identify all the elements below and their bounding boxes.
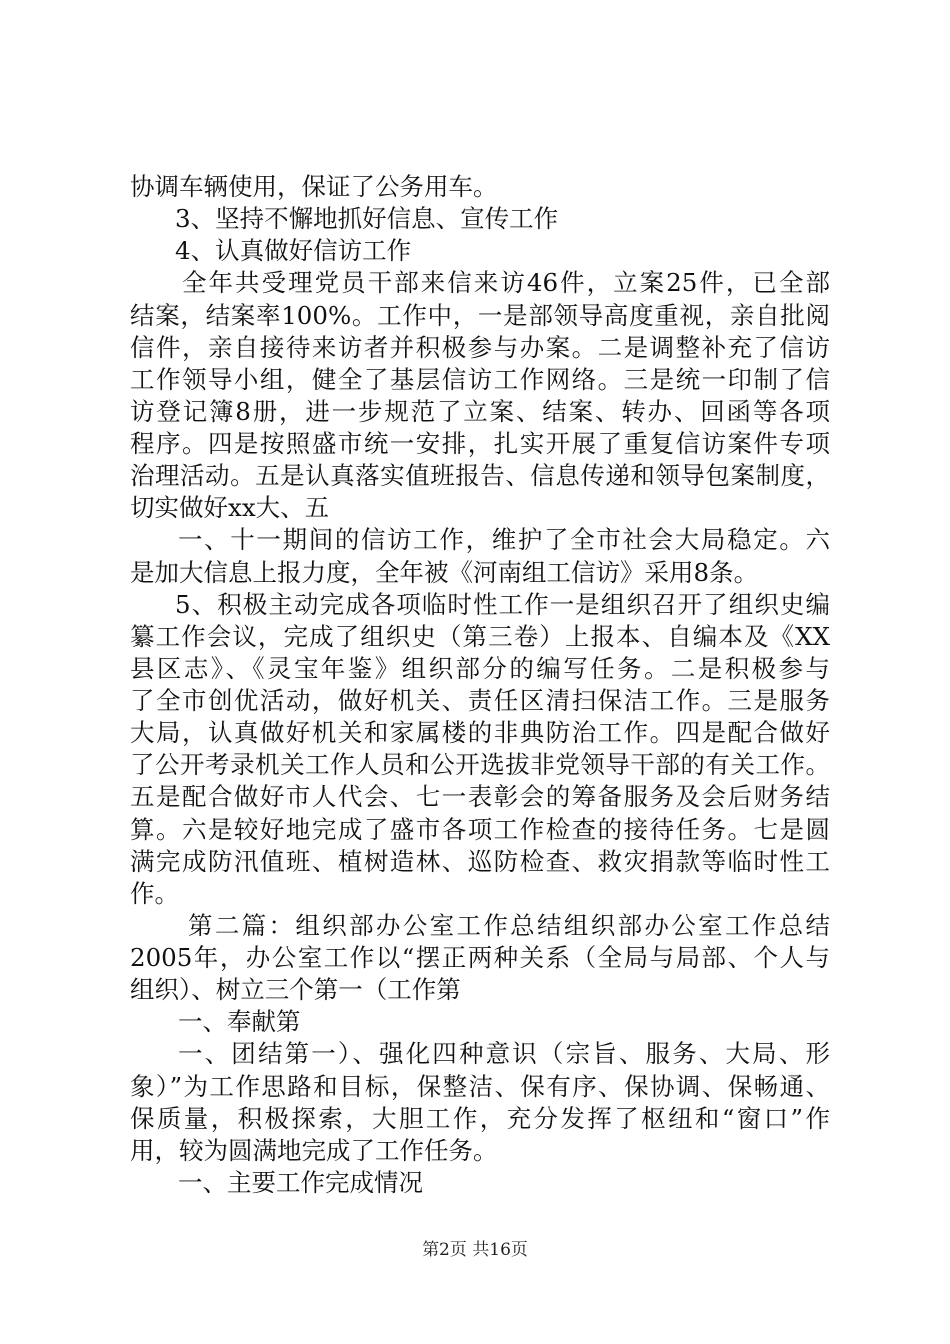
body-text-line: 是加大信息上报力度，全年被《河南组工信访》采用8条。	[130, 558, 759, 587]
body-text-line: 一、奉献第	[178, 1007, 301, 1036]
body-text-line: 纂工作会议，完成了组织史（第三卷）上报本、自编本及《XX	[130, 622, 830, 651]
body-text-line: 组织）、树立三个第一（工作第	[130, 975, 461, 1004]
body-text-line: 工作领导小组，健全了基层信访工作网络。三是统一印制了信	[130, 365, 830, 394]
chapter-heading-line: 第二篇：组织部办公室工作总结组织部办公室工作总结	[188, 911, 830, 940]
section-heading: 一、主要工作完成情况	[178, 1168, 423, 1197]
body-text-line: 用，较为圆满地完成了工作任务。	[130, 1136, 498, 1165]
body-text-line: 县区志》、《灵宝年鉴》组织部分的编写任务。二是积极参与	[130, 654, 830, 683]
body-text-line: 2005年，办公室工作以“摆正两种关系（全局与局部、个人与	[130, 943, 830, 972]
body-text-line: 一、十一期间的信访工作，维护了全市社会大局稳定。六	[178, 525, 830, 554]
body-text-line: 一、团结第一）、强化四种意识（宗旨、服务、大局、形	[178, 1039, 830, 1068]
body-text-line: 了公开考录机关工作人员和公开选拔非党领导干部的有关工作。	[130, 750, 830, 779]
body-text-line: 保质量，积极探索，大胆工作，充分发挥了枢纽和“窗口”作	[130, 1104, 830, 1133]
body-text-line: 作。	[130, 879, 179, 908]
body-text-line: 程序。四是按照盛市统一安排，扎实开展了重复信访案件专项	[130, 429, 830, 458]
body-text-line: 算。六是较好地完成了盛市各项工作检查的接待任务。七是圆	[130, 815, 830, 844]
body-text-line: 5、积极主动完成各项临时性工作一是组织召开了组织史编	[175, 590, 830, 619]
body-text-line: 象）”为工作思路和目标，保整洁、保有序、保协调、保畅通、	[130, 1072, 830, 1101]
body-text-line: 大局，认真做好机关和家属楼的非典防治工作。四是配合做好	[130, 718, 830, 747]
body-text-line: 了全市创优活动，做好机关、责任区清扫保洁工作。三是服务	[130, 686, 830, 715]
section-heading: 4、认真做好信访工作	[175, 236, 412, 265]
body-text-line: 五是配合做好市人代会、七一表彰会的筹备服务及会后财务结	[130, 782, 830, 811]
section-heading: 3、坚持不懈地抓好信息、宣传工作	[175, 204, 559, 233]
body-text-line: 切实做好xx大、五	[130, 493, 330, 522]
body-text-line: 结案，结案率100%。工作中，一是部领导高度重视，亲自批阅	[130, 301, 830, 330]
body-text-line: 治理活动。五是认真落实值班报告、信息传递和领导包案制度，	[130, 461, 830, 490]
body-text-line: 满完成防汛值班、植树造林、巡防检查、救灾捐款等临时性工	[130, 847, 830, 876]
page-number-footer: 第2页 共16页	[422, 1240, 528, 1260]
body-text-line: 协调车辆使用，保证了公务用车。	[130, 172, 498, 201]
body-text-line: 访登记簿8册，进一步规范了立案、结案、转办、回函等各项	[130, 397, 830, 426]
body-text-line: 全年共受理党员干部来信来访46件，立案25件，已全部	[182, 268, 830, 297]
body-text-line: 信件，亲自接待来访者并积极参与办案。二是调整补充了信访	[130, 333, 830, 362]
